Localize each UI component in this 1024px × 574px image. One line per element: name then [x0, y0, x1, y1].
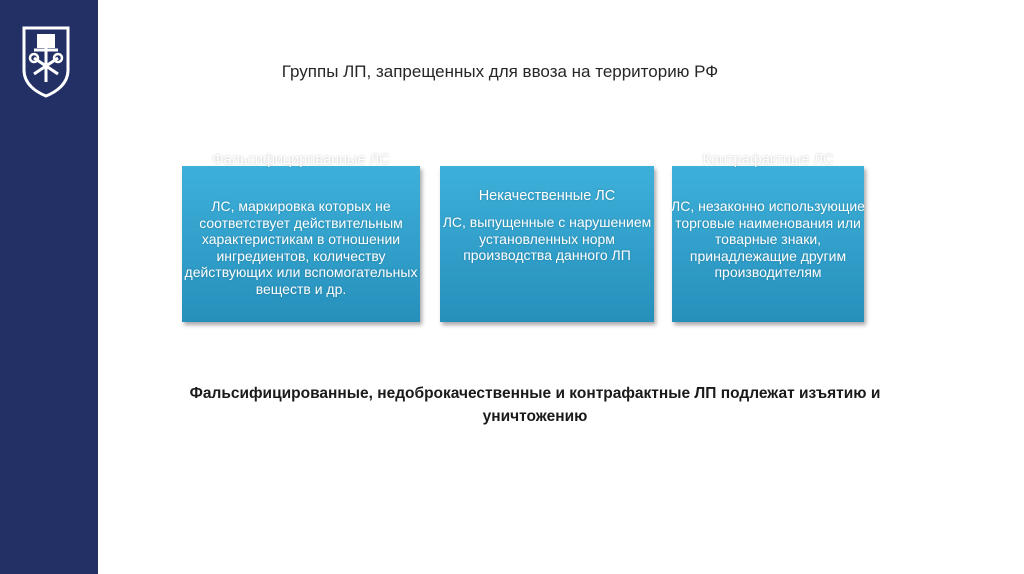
shield-crest-icon	[20, 24, 72, 98]
card-substandard	[440, 166, 654, 322]
card-falsified-title: Фальсифицированные ЛС	[212, 152, 390, 168]
conclusion-text: Фальсифицированные, недоброкачественные и контрафактные ЛП подлежат изъятию и уничтожению	[189, 385, 881, 425]
card-falsified	[182, 152, 420, 322]
slide-title: Группы ЛП, запрещенных для ввоза на территорию РФ	[281, 62, 719, 81]
card-substandard-title: Некачественные ЛС	[478, 188, 616, 204]
card-counterfeit	[671, 152, 865, 322]
card-counterfeit-title: Контрафактные ЛС	[702, 152, 834, 168]
card-substandard-body: ЛС, выпущенные с нарушением установленных норм производства данного ЛП	[442, 214, 652, 263]
side-bar	[0, 0, 98, 574]
card-counterfeit-body: ЛС, незаконно использующие торговые наименования или товарные знаки, принадлежащие другим производителям	[671, 198, 865, 280]
card-falsified-body: ЛС, маркировка которых не соответствует действительным характеристикам в отношении ингредиентов, количеству действующих или вспомогательных веществ и др.	[184, 198, 418, 297]
